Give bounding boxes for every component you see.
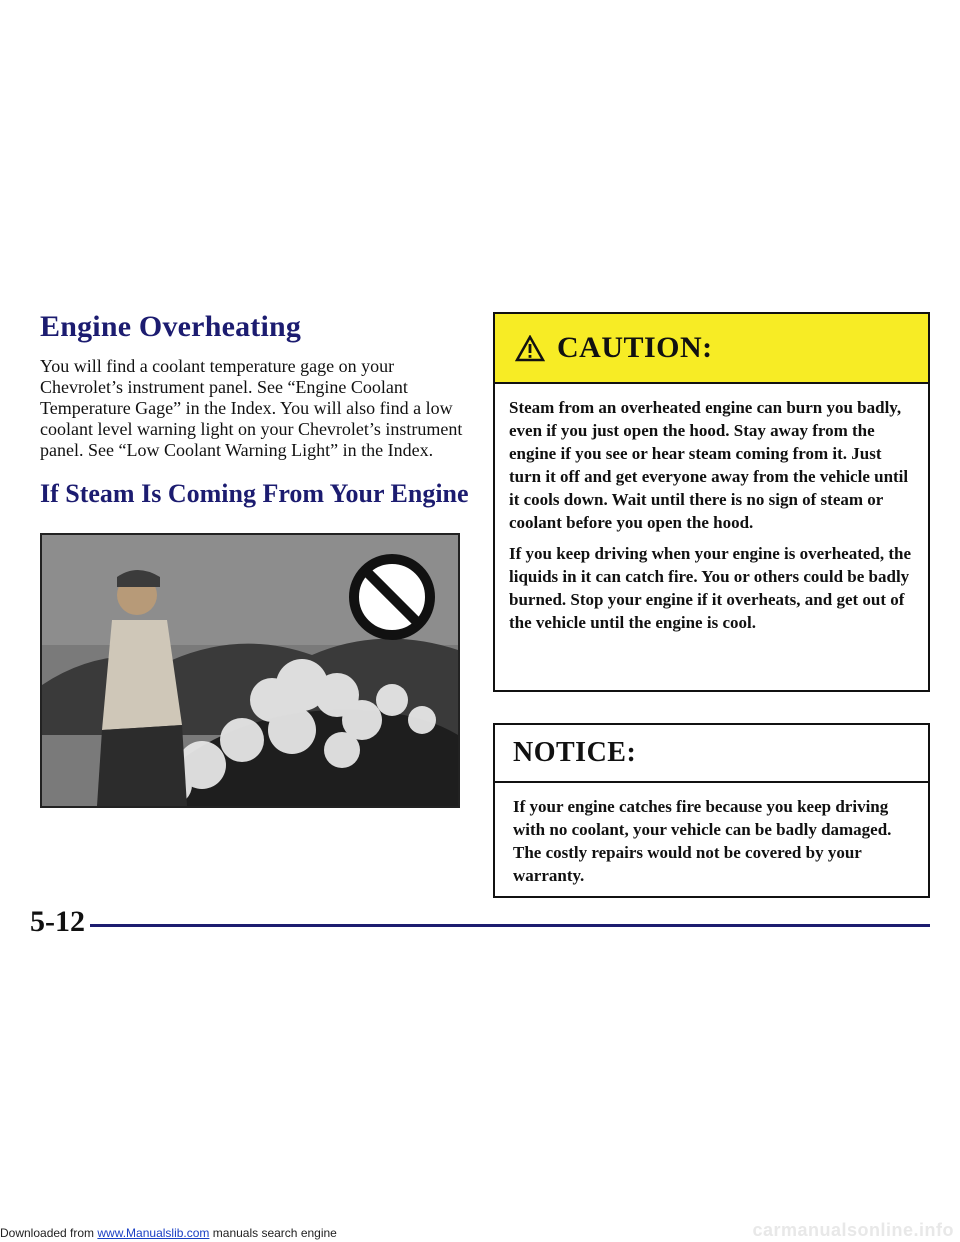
page-title: Engine Overheating xyxy=(40,310,302,343)
watermark: carmanualsonline.info xyxy=(752,1220,954,1240)
caution-box xyxy=(493,312,930,692)
notice-header xyxy=(495,725,928,783)
page-number: 5-12 xyxy=(30,905,85,938)
caution-body xyxy=(495,384,928,634)
intro-paragraph: You will find a coolant temperature gage on your Chevrolet’s instrument panel. See “Engine Coolant Temperature Gage” in the Index. You will also find a low coolant level warning light on your Chevrolet’s instrument panel. See “Low Coolant Warning Light” in the Index. xyxy=(40,356,463,460)
notice-box xyxy=(493,723,930,898)
section-heading: If Steam Is Coming From Your Engine xyxy=(40,479,469,508)
no-symbol-icon xyxy=(354,559,430,635)
left-column xyxy=(40,310,470,509)
steam-scene-image xyxy=(42,535,458,806)
caution-paragraph-2: If you keep driving when your engine is overheated, the liquids in it can catch fire. You or others could be badly burned. Stop your engine if it overheats, and get out of the vehicle until the engine is cool. xyxy=(509,544,912,632)
footer-suffix: manuals search engine xyxy=(209,1226,337,1240)
notice-body xyxy=(495,783,928,887)
footer-rule xyxy=(90,924,930,927)
caution-title: CAUTION: xyxy=(557,331,713,364)
caution-paragraph-1: Steam from an overheated engine can burn you badly, even if you just open the hood. Stay away from the engine if you see or hear steam coming from it. Just turn it off and get everyone away from the vehicle until it cools down. Wait until there is no sign of steam or coolant before you open the hood. xyxy=(509,398,909,532)
notice-title: NOTICE: xyxy=(513,737,637,768)
footer-prefix: Downloaded from xyxy=(0,1226,98,1240)
warning-triangle-icon xyxy=(515,335,545,362)
download-footer xyxy=(0,1226,337,1240)
manualslib-link[interactable]: www.Manualslib.com xyxy=(97,1226,210,1240)
caution-header xyxy=(495,314,928,384)
steam-illustration xyxy=(40,533,460,808)
notice-paragraph: If your engine catches fire because you keep driving with no coolant, your vehicle can be badly damaged. The costly repairs would not be covered by your warranty. xyxy=(513,797,892,885)
